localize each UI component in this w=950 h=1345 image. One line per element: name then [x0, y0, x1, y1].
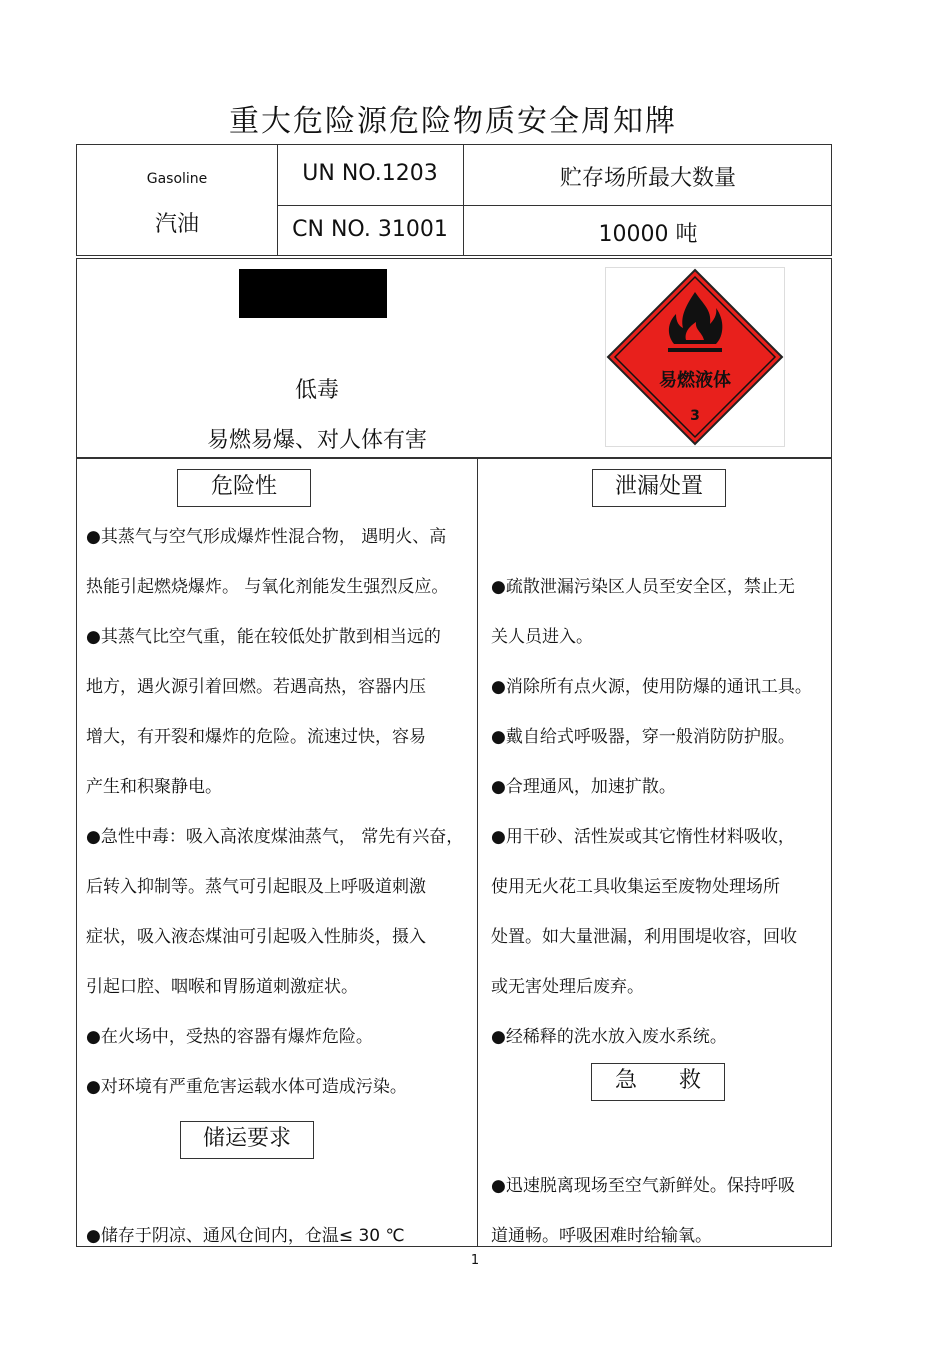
max-quantity-label: 贮存场所最大数量 — [559, 166, 736, 191]
leak-line: 关人员进入。 — [491, 627, 593, 647]
danger-line: 产生和积聚静电。 — [86, 777, 222, 797]
english-name: Gasoline — [146, 171, 208, 187]
leak-line: 或无害处理后废弃。 — [491, 977, 644, 997]
toxicity-level: 低毒 — [294, 378, 339, 403]
placard-class-number: 3 — [690, 408, 700, 424]
leak-line: ●用干砂、活性炭或其它惰性材料吸收， — [491, 827, 795, 847]
first-aid-line: ●迅速脱离现场至空气新鲜处。保持呼吸 — [491, 1176, 795, 1196]
header-divider — [277, 205, 831, 206]
page-number: 1 — [470, 1253, 480, 1268]
column-divider — [477, 459, 478, 1246]
danger-line: ●其蒸气比空气重，能在较低处扩散到相当远的 — [86, 627, 441, 647]
first-aid-section-label: 急 救 — [591, 1063, 725, 1101]
leak-section-label: 泄漏处置 — [592, 469, 726, 507]
danger-line: ●其蒸气与空气形成爆炸性混合物， 遇明火、高 — [86, 527, 447, 547]
cn-number: CN NO. 31001 — [292, 217, 448, 242]
chinese-name: 汽油 — [154, 212, 199, 237]
redacted-block — [239, 269, 387, 318]
details-table — [76, 458, 832, 1247]
danger-line: ●对环境有严重危害运载水体可造成污染。 — [86, 1077, 407, 1097]
storage-line: ●储存于阴凉、通风仓间内，仓温≤ 30 ℃ — [86, 1226, 405, 1246]
leak-line: 使用无火花工具收集运至废物处理场所 — [491, 877, 780, 897]
danger-line: 地方，遇火源引着回燃。若遇高热，容器内压 — [86, 677, 426, 697]
danger-line: 增大，有开裂和爆炸的危险。流速过快，容易 — [86, 727, 426, 747]
placard-text: 易燃液体 — [659, 370, 731, 391]
header-table — [76, 144, 832, 256]
leak-line: ●经稀释的洗水放入废水系统。 — [491, 1027, 727, 1047]
danger-line: ●在火场中，受热的容器有爆炸危险。 — [86, 1027, 373, 1047]
danger-line: ●急性中毒：吸入高浓度煤油蒸气， 常先有兴奋， — [86, 827, 464, 847]
leak-line: 处置。如大量泄漏，利用围堤收容，回收 — [491, 927, 797, 947]
danger-line: 症状，吸入液态煤油可引起吸入性肺炎，摄入 — [86, 927, 426, 947]
page-title: 重大危险源危险物质安全周知牌 — [229, 104, 677, 139]
un-number: UN NO.1203 — [302, 161, 438, 186]
danger-line: 后转入抑制等。蒸气可引起眼及上呼吸道刺激 — [86, 877, 426, 897]
danger-line: 引起口腔、咽喉和胃肠道刺激症状。 — [86, 977, 358, 997]
hazard-summary-box — [76, 258, 832, 458]
leak-line: ●疏散泄漏污染区人员至安全区，禁止无 — [491, 577, 795, 597]
placard-graphic — [606, 268, 784, 446]
danger-line: 热能引起燃烧爆炸。 与氧化剂能发生强烈反应。 — [86, 577, 449, 597]
leak-line: ●戴自给式呼吸器，穿一般消防防护服。 — [491, 727, 795, 747]
max-quantity-value: 10000 吨 — [598, 222, 698, 247]
storage-section-label: 储运要求 — [180, 1121, 314, 1159]
first-aid-line: 道通畅。呼吸困难时给输氧。 — [491, 1226, 712, 1246]
flammable-liquid-placard — [605, 267, 785, 447]
hazard-summary: 易燃易爆、对人体有害 — [206, 428, 427, 453]
leak-line: ●合理通风，加速扩散。 — [491, 777, 676, 797]
leak-line: ●消除所有点火源，使用防爆的通讯工具。 — [491, 677, 812, 697]
danger-section-label: 危险性 — [177, 469, 311, 507]
